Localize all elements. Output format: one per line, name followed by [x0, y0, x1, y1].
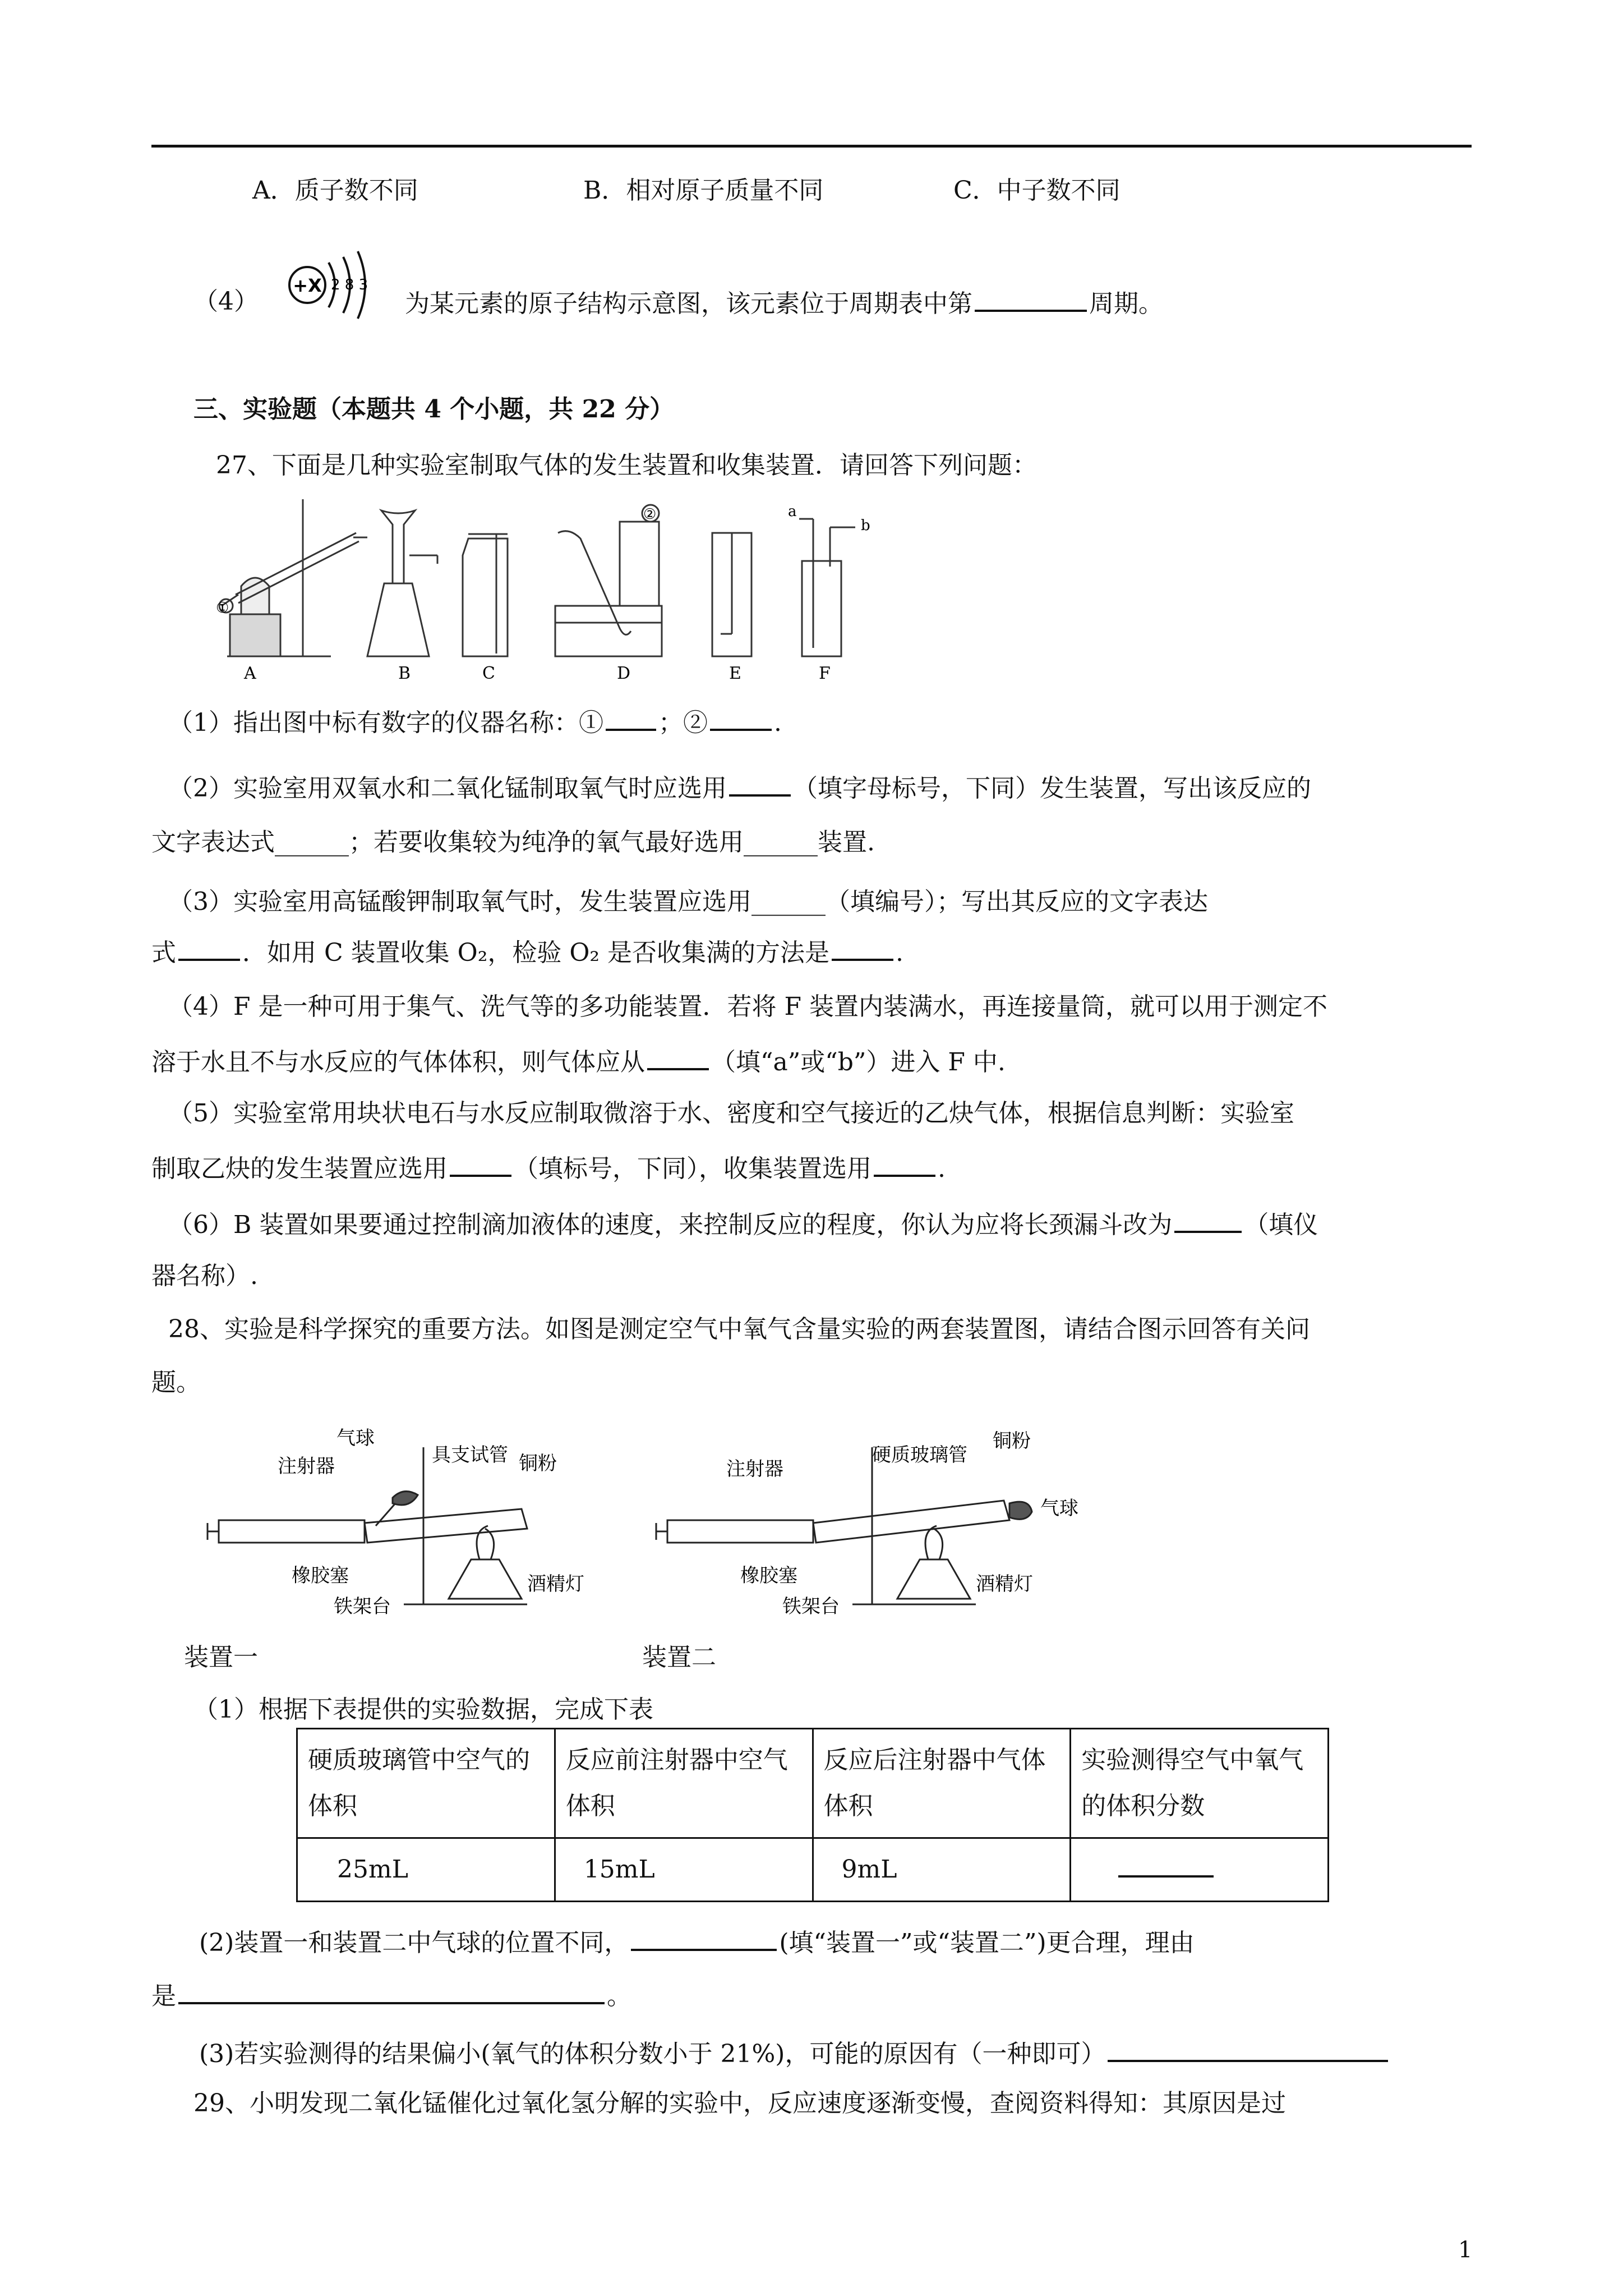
q4-prefix: （4） [193, 287, 259, 316]
mark-2: ② [643, 506, 657, 523]
label-copper-2: 铜粉 [993, 1430, 1031, 1452]
atom-nucleus: +X [293, 275, 322, 296]
apparatus-label-a: A [244, 664, 256, 683]
label-syringe-2: 注射器 [726, 1458, 783, 1480]
q27-blank-7[interactable] [450, 1150, 511, 1177]
q28-part3: (3)若实验测得的结果偏小(氧气的体积分数小于 21%)，可能的原因有（一种即可） [199, 2035, 1390, 2071]
label-lamp-1: 酒精灯 [527, 1573, 584, 1595]
apparatus-label-f: F [819, 664, 831, 683]
apparatus-label-b: B [398, 664, 411, 683]
q27-part6-line2: 器名称）. [151, 1262, 258, 1290]
q28-stem-line1: 28、实验是科学探究的重要方法。如图是测定空气中氧气含量实验的两套装置图，请结合图示回答有关问 [168, 1315, 1310, 1343]
q27-blank-2[interactable] [710, 704, 772, 731]
apparatus-label-c: C [482, 664, 495, 683]
q27-blank-5[interactable] [832, 934, 893, 961]
label-stopper-2: 橡胶塞 [740, 1565, 797, 1587]
label-stand-2: 铁架台 [782, 1595, 840, 1618]
apparatus-label-d: D [617, 664, 631, 683]
q27-part2-line2: 文字表达式______；若要收集较为纯净的氧气最好选用______装置. [151, 828, 875, 857]
q4-text [405, 285, 1163, 321]
q27-apparatus-figure [216, 494, 923, 683]
header-rule [151, 145, 1472, 148]
port-b: b [861, 517, 870, 534]
q28-blank-reason[interactable] [178, 1977, 605, 2004]
q27-blank-9[interactable] [1174, 1206, 1242, 1233]
q28-device-two-figure [656, 1419, 1161, 1632]
q29-stem: 29、小明发现二氧化锰催化过氧化氢分解的实验中，反应速度逐渐变慢，查阅资料得知：其原因是过 [193, 2089, 1286, 2118]
q28-blank-cause[interactable] [1108, 2035, 1388, 2062]
q28-blank-device[interactable] [631, 1924, 777, 1951]
option-b: B．相对原子质量不同 [583, 176, 824, 205]
option-c: C．中子数不同 [953, 176, 1121, 205]
apparatus-label-e: E [729, 664, 741, 683]
section-3-title: 三、实验题（本题共 4 个小题，共 22 分） [193, 395, 675, 424]
q28-part1: （1）根据下表提供的实验数据，完成下表 [193, 1695, 653, 1724]
label-balloon-1: 气球 [336, 1427, 375, 1450]
table-header-cell: 反应后注射器中气体体积 [813, 1729, 1071, 1838]
q28-stem-line2: 题。 [151, 1368, 201, 1397]
q27-blank-3[interactable] [729, 770, 791, 797]
q27-blank-8[interactable] [874, 1150, 935, 1177]
q28-part2-line1: (2)装置一和装置二中气球的位置不同， (填“装置一”或“装置二”)更合理，理由 [199, 1924, 1195, 1960]
table-header-cell: 硬质玻璃管中空气的体积 [297, 1729, 555, 1838]
device-one-label: 装置一 [184, 1643, 258, 1672]
q27-part4-line1: （4）F 是一种可用于集气、洗气等的多功能装置．若将 F 装置内装满水，再连接量筒，就可以用于测定不 [168, 992, 1328, 1021]
q27-blank-6[interactable] [647, 1043, 709, 1070]
label-glass-tube: 硬质玻璃管 [872, 1444, 967, 1466]
table-cell: 25mL [297, 1838, 555, 1902]
port-a: a [788, 503, 797, 520]
label-stopper-1: 橡胶塞 [292, 1565, 349, 1587]
q27-stem: 27、下面是几种实验室制取气体的发生装置和收集装置．请回答下列问题： [216, 451, 1037, 480]
table-header-cell: 反应前注射器中空气体积 [555, 1729, 813, 1838]
q27-part5-line1: （5）实验室常用块状电石与水反应制取微溶于水、密度和空气接近的乙炔气体，根据信息判断：实验室 [168, 1099, 1294, 1128]
q27-part2-line1: （2）实验室用双氧水和二氧化锰制取氧气时应选用 （填字母标号，下同）发生装置，写出该反应的 [168, 770, 1311, 806]
q27-part3-line2: 式 ．如用 C 装置收集 O₂，检验 O₂ 是否收集满的方法是 . [151, 934, 903, 970]
q27-part6-line1: （6）B 装置如果要通过控制滴加液体的速度，来控制反应的程度，你认为应将长颈漏斗改为 （填仪 [168, 1206, 1318, 1242]
q28-part2-line2: 是 。 [151, 1977, 631, 2013]
label-balloon-2: 气球 [1040, 1497, 1078, 1520]
table-cell: 15mL [555, 1838, 813, 1902]
table-answer-cell[interactable] [1071, 1838, 1329, 1902]
atom-shell-numbers: 2 8 3 [331, 277, 368, 293]
q4-suffix: 周期。 [1089, 289, 1163, 318]
table-header-cell: 实验测得空气中氧气的体积分数 [1071, 1729, 1329, 1838]
q27-part4-line2: 溶于水且不与水反应的气体体积，则气体应从 （填“a”或“b”）进入 F 中. [151, 1043, 1006, 1079]
q28-oxygen-fraction-blank[interactable] [1118, 1851, 1214, 1878]
atom-structure-diagram [280, 241, 393, 325]
option-a: A．质子数不同 [252, 176, 418, 205]
q27-blank-4[interactable] [178, 934, 240, 961]
q4-answer-blank[interactable] [975, 285, 1087, 312]
label-syringe-1: 注射器 [278, 1455, 335, 1478]
q27-blank-1[interactable] [606, 704, 656, 731]
page-number: 1 [1458, 2237, 1473, 2263]
table-row [297, 1838, 1329, 1902]
q4-text-body: 为某元素的原子结构示意图，该元素位于周期表中第 [405, 289, 972, 318]
q28-data-table [296, 1728, 1329, 1902]
table-header-row [297, 1729, 1329, 1838]
label-stand-1: 铁架台 [334, 1595, 391, 1618]
label-copper-1: 铜粉 [519, 1452, 557, 1475]
mark-1: ① [216, 600, 229, 616]
q27-part3-line1: （3）实验室用高锰酸钾制取氧气时，发生装置应选用______（填编号）；写出其反应的文字表达 [168, 887, 1208, 916]
q27-part5-line2: 制取乙炔的发生装置应选用 （填标号，下同），收集装置选用 . [151, 1150, 946, 1186]
table-cell: 9mL [813, 1838, 1071, 1902]
label-lamp-2: 酒精灯 [976, 1573, 1033, 1595]
label-side-tube: 具支试管 [432, 1444, 508, 1466]
device-two-label: 装置二 [642, 1643, 716, 1672]
q27-part1: （1）指出图中标有数字的仪器名称：① ；② . [168, 704, 782, 740]
